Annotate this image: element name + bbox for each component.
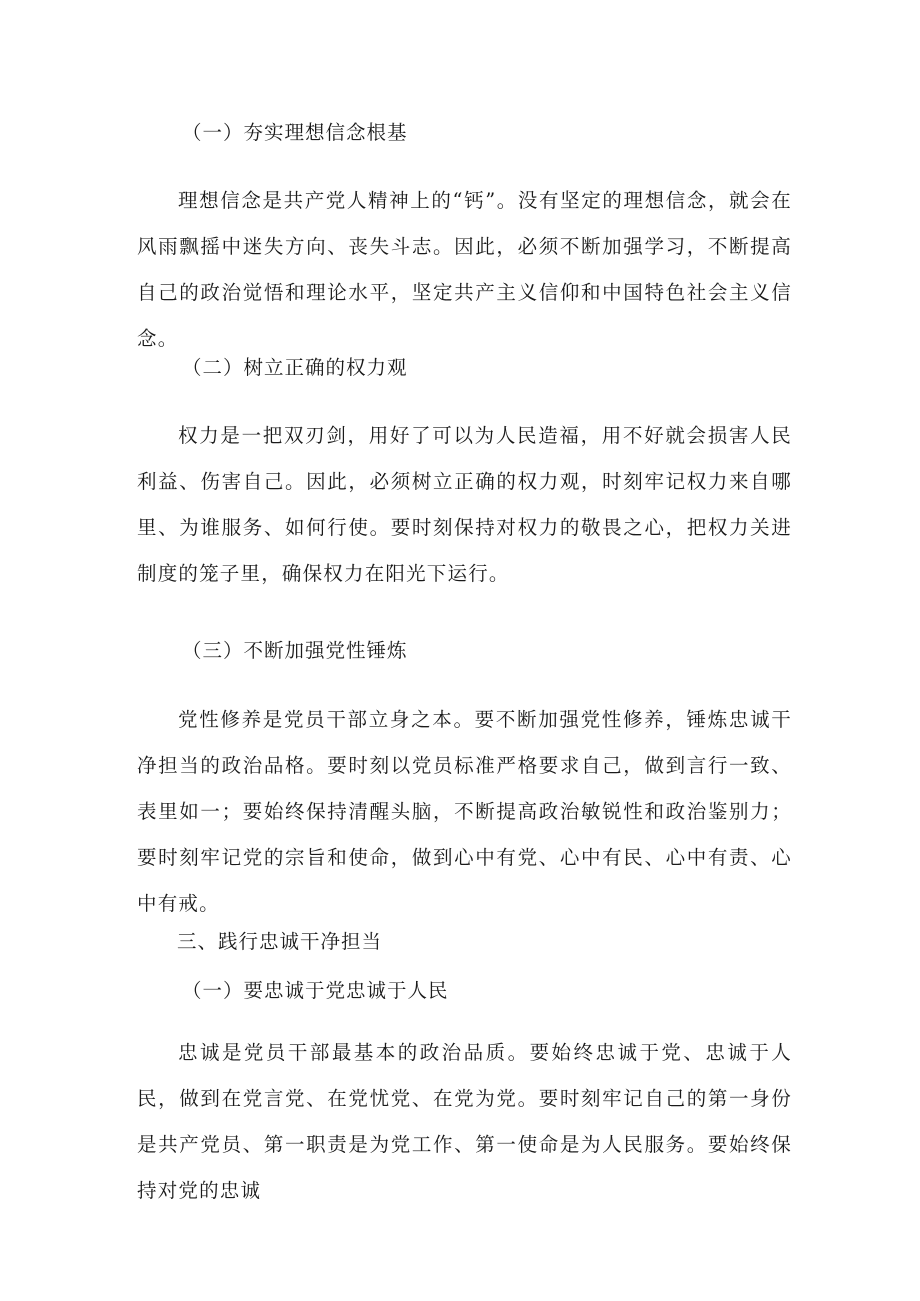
subheading-1: （一）夯实理想信念根基: [182, 121, 408, 144]
paragraph-4: 忠诚是党员干部最基本的政治品质。要始终忠诚于党、忠诚于人民，做到在党言党、在党忧党、在党为党。要时刻牢记自己的第一身份是共产党员、第一职责是为党工作、第一使命是为人民服务。要始终保持对党的忠诚: [137, 1041, 792, 1202]
subheading-2: （二）树立正确的权力观: [182, 356, 408, 379]
section-heading: 三、践行忠诚干净担当: [177, 930, 383, 953]
paragraph-3: 党性修养是党员干部立身之本。要不断加强党性修养，锤炼忠诚干净担当的政治品格。要时刻以党员标准严格要求自己，做到言行一致、表里如一；要始终保持清醒头脑，不断提高政治敏锐性和政治鉴别力；要时刻牢记党的宗旨和使命，做到心中有党、心中有民、心中有责、心中有戒。: [137, 708, 792, 915]
subheading-4: （一）要忠诚于党忠诚于人民: [182, 979, 449, 1002]
paragraph-1: 理想信念是共产党人精神上的“钙”。没有坚定的理想信念，就会在风雨飘摇中迷失方向、丧失斗志。因此，必须不断加强学习，不断提高自己的政治觉悟和理论水平，坚定共产主义信仰和中国特色社会主义信念。: [137, 189, 792, 350]
paragraph-2: 权力是一把双刃剑，用好了可以为人民造福，用不好就会损害人民利益、伤害自己。因此，必须树立正确的权力观，时刻牢记权力来自哪里、为谁服务、如何行使。要时刻保持对权力的敬畏之心，把权力关进制度的笼子里，确保权力在阳光下运行。: [137, 424, 792, 585]
subheading-3: （三）不断加强党性锤炼: [182, 639, 408, 662]
